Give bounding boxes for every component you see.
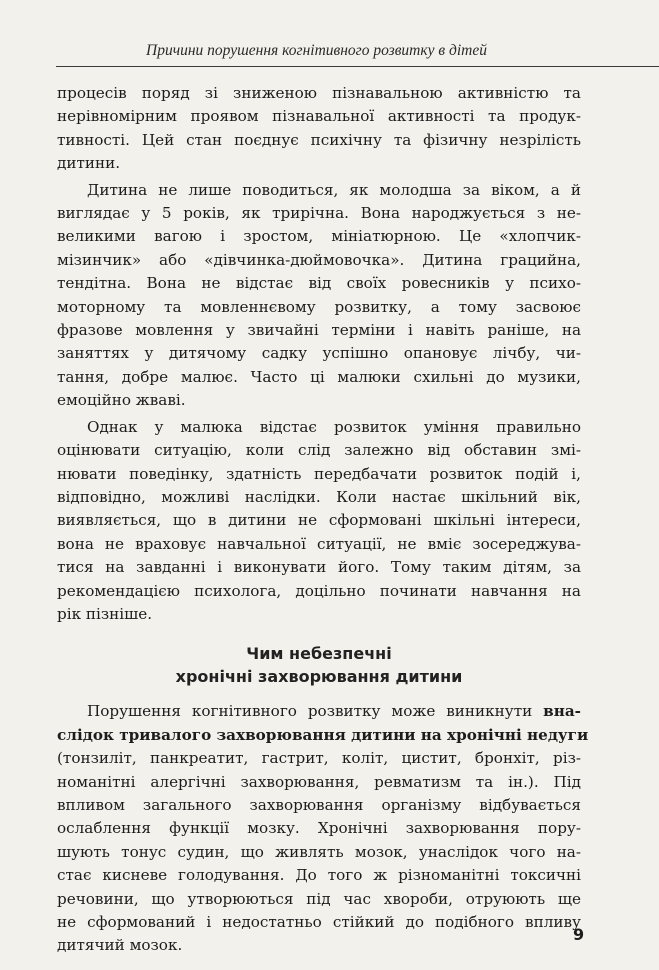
text-line: не сформований і недостатньо стійкий до подібного впливу (57, 913, 581, 931)
text-line: емоційно жваві. (57, 391, 186, 410)
page-number: 9 (573, 925, 585, 944)
bold-text-run: вна- (543, 702, 581, 721)
section-heading (57, 642, 581, 688)
text-line: фразове мовлення у звичайні терміни і навіть раніше, на (57, 321, 581, 340)
running-header-title: Причини порушення когнітивного розвитку в дітей (146, 42, 487, 59)
paragraph-chronic-diseases (57, 700, 589, 957)
text-line: великими вагою і зростом, мініатюрною. Це «хлопчик- (57, 227, 581, 246)
text-line: нювати поведінку, здатність передбачати розвиток подій і, (57, 464, 581, 483)
text-line: рекомендацією психолога, доцільно починати навчання на (57, 581, 581, 600)
text-line: оцінювати ситуацію, коли слід залежно від обставин змі- (57, 441, 581, 460)
text-line: тися на завданні і виконувати його. Тому таким дітям, за (57, 558, 581, 577)
text-line: тання, добре малює. Часто ці малюки схильні до музики, (57, 367, 581, 386)
text-line: вона не враховує навчальної ситуації, не вміє зосереджува- (57, 534, 581, 553)
text-run: Порушення когнітивного розвитку може виникнути (87, 702, 544, 721)
text-line: нерівномірним проявом пізнавальної активності та продук- (57, 107, 581, 126)
text-line: впливом загального захворювання організму відбувається (57, 795, 581, 814)
section-heading-line: Чим небезпечні (246, 644, 392, 664)
bold-text-line: слідок тривалого захворювання дитини на хронічні недуги (57, 725, 589, 744)
text-line: речовини, що утворюються під час хвороби, отруюють ще (57, 889, 581, 908)
text-line: відповідно, можливі наслідки. Коли настає шкільний вік, (57, 487, 581, 506)
text-line: (тонзиліт, панкреатит, гастрит, коліт, цистит, бронхіт, різ- (57, 749, 581, 768)
text-line: стає кисневе голодування. До того ж різноманітні токсичні (57, 866, 581, 885)
paragraph-school-readiness (57, 416, 581, 627)
text-line: тивності. Цей стан поєднує психічну та фізичну незрілість (57, 130, 581, 149)
text-line: процесів поряд зі зниженою пізнавальною активністю та (57, 84, 581, 102)
text-line: виглядає у 5 років, як трирічна. Вона народжується з не- (57, 204, 581, 223)
text-line: Дитина не лише поводиться, як молодша за віком, а й (87, 180, 581, 199)
text-line: мізинчик» або «дівчинка-дюймовочка». Дитина грацийна, (57, 250, 581, 269)
paragraph-continuation (57, 82, 581, 176)
text-line: тендітна. Вона не відстає від своїх ровесників у психо- (57, 274, 581, 293)
text-line: рік пізніше. (57, 604, 153, 623)
text-line: моторному та мовленнєвому розвитку, а тому засвоює (57, 297, 581, 316)
text-line: номанітні алергічні захворювання, ревматизм та ін.). Під (57, 772, 581, 791)
section-heading-line: хронічні захворювання дитини (175, 667, 463, 687)
paragraph-child-appearance (57, 179, 581, 413)
text-line (57, 700, 581, 723)
text-line: виявляється, що в дитини не сформовані шкільні інтереси, (57, 511, 581, 530)
text-line: ослаблення функції мозку. Хронічні захворювання пору- (57, 819, 581, 838)
text-line: дитячий мозок. (57, 936, 183, 955)
text-line: дитини. (57, 154, 121, 173)
text-line: заняттях у дитячому садку успішно опановує лічбу, чи- (57, 344, 581, 363)
text-line: Однак у малюка відстає розвиток уміння правильно (87, 417, 581, 436)
text-line: шують тонус судин, що живлять мозок, унаслідок чого на- (57, 842, 581, 861)
running-header (56, 36, 659, 67)
body-text (57, 82, 589, 961)
